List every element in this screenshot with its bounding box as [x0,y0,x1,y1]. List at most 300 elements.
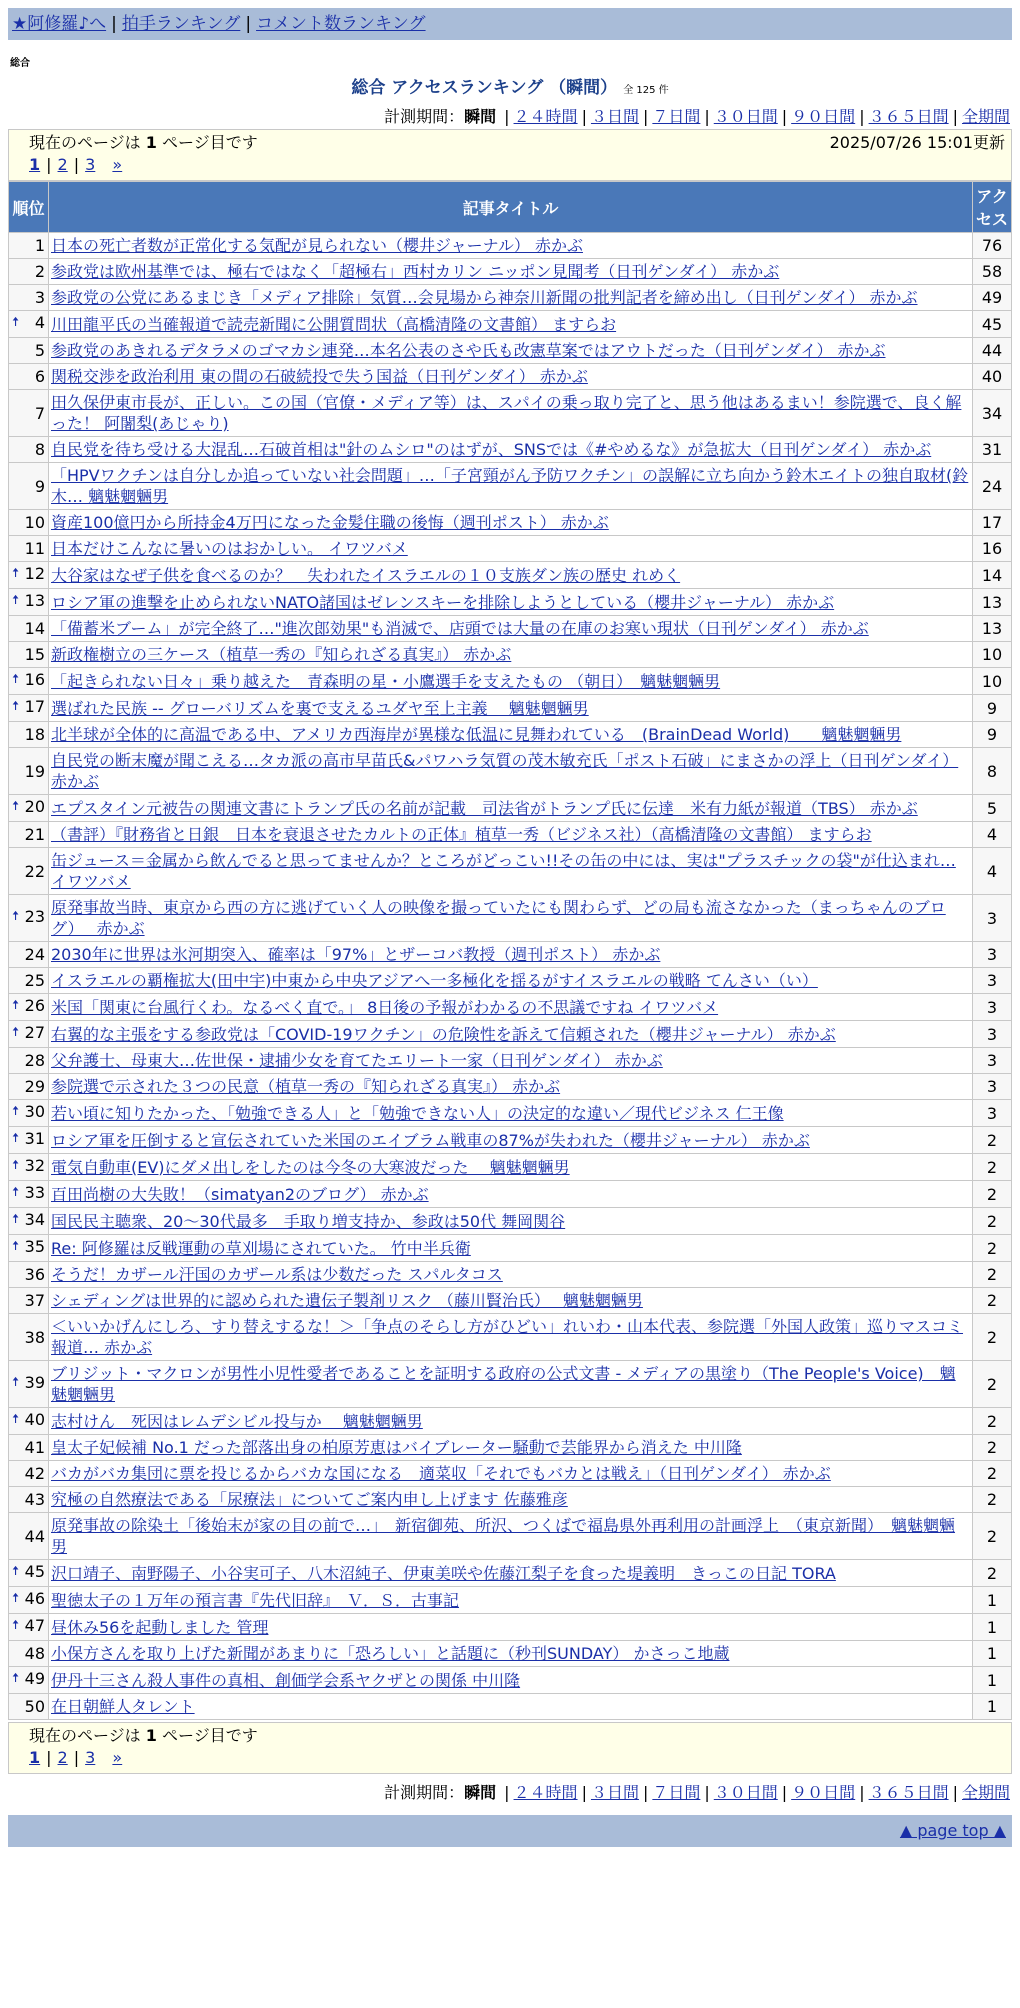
article-title-link[interactable]: 参院選で示された３つの民意（植草一秀の『知られざる真実』） 赤かぶ [51,1077,561,1096]
table-row [9,668,1012,695]
rank-number: 44 [24,1526,45,1546]
title-cell [49,233,973,259]
rank-number: 20 [24,797,45,816]
rank-number: 22 [24,861,45,881]
access-count: 2 [973,1513,1012,1560]
table-row [9,748,1012,795]
access-count: 4 [973,848,1012,895]
rank-cell [9,1048,49,1074]
page-info-top [8,129,1012,181]
access-count: 1 [973,1641,1012,1667]
article-title-link[interactable]: Re: 阿修羅は反戦運動の草刈場にされていた。 竹中半兵衛 [51,1238,471,1258]
title-cell [49,364,973,390]
period-link[interactable]: ２４時間 [513,107,578,126]
article-title-link[interactable]: 日本の死亡者数が正常化する気配が見られない（櫻井ジャーナル） 赤かぶ [51,236,583,255]
article-title-link[interactable]: 北半球が全体的に高温である中、アメリカ西海岸が異様な低温に見舞われている (BrainDead World) 魑魅魍魎男 [51,725,902,744]
article-title-link[interactable]: ロシア軍の進撃を止められないNATO諸国はゼレンスキーを排除しようとしている（櫻井ジャーナル） 赤かぶ [51,592,835,612]
pager-bottom [29,1747,1005,1769]
period-link[interactable]: 全期間 [961,1783,1010,1802]
rank-number: 10 [24,513,45,532]
top-nav-bar [8,8,1012,40]
period-link[interactable]: 全期間 [961,107,1010,126]
article-title-link[interactable]: ＜いいかげんにしろ、すり替えするな！＞「争点のそらし方がひどい」れいわ・山本代表、参院選「外国人政策」巡りマスコミ報道… 赤かぶ [51,1317,964,1357]
table-row [9,589,1012,616]
table-row [9,536,1012,562]
title-cell [49,1435,973,1461]
access-count: 2 [973,1560,1012,1587]
table-row [9,233,1012,259]
col-rank-header: 順位 [9,182,49,233]
rank-cell [9,1587,49,1614]
article-title-link[interactable]: 川田龍平氏の当確報道で読売新聞に公開質問状（高橋清隆の文書館） ますらお [51,314,617,334]
period-link[interactable]: ９０日間 [791,107,856,126]
period-link[interactable]: ２４時間 [513,1783,578,1802]
rank-cell [9,748,49,795]
article-title-link[interactable]: 「起きられない日々」乗り越えた 青森明の星・小鷹選手を支えたもの （朝日） 魑魅魍魎男 [51,671,721,691]
rank-cell [9,1262,49,1288]
col-access-header: アクセス [973,182,1012,233]
rank-cell [9,822,49,848]
rank-cell [9,1513,49,1560]
article-title-link[interactable]: 在日朝鮮人タレント [51,1697,195,1716]
title-cell [49,1181,973,1208]
rank-number: 36 [24,1265,45,1284]
rank-number: 27 [24,1023,45,1042]
rank-number: 35 [24,1237,45,1256]
title-cell [49,1461,973,1487]
access-count: 3 [973,1048,1012,1074]
rank-cell [9,1208,49,1235]
rank-number: 12 [24,564,45,583]
table-row [9,722,1012,748]
article-title-link[interactable]: 電気自動車(EV)にダメ出しをしたのは今冬の大寒波だった 魑魅魍魎男 [51,1157,570,1177]
title-cell [49,895,973,942]
access-count: 24 [973,463,1012,510]
access-count: 14 [973,562,1012,589]
rank-number: 39 [24,1373,45,1392]
rank-cell [9,311,49,338]
access-count: 3 [973,895,1012,942]
comment-ranking-link[interactable]: コメント数ランキング [256,14,426,34]
rank-cell [9,536,49,562]
table-row [9,285,1012,311]
pager-page-link[interactable]: 2 [57,155,68,174]
rank-number: 24 [24,945,45,964]
period-separator: | [704,1783,710,1802]
title-cell [49,1100,973,1127]
period-link[interactable]: ３日間 [590,107,639,126]
access-count: 3 [973,1074,1012,1100]
rank-cell [9,1021,49,1048]
rank-cell [9,994,49,1021]
rank-cell [9,1487,49,1513]
access-count: 2 [973,1435,1012,1461]
rank-cell [9,942,49,968]
table-row [9,968,1012,994]
article-title-link[interactable]: 皇太子妃候補 No.1 だった部落出身の柏原芳恵はバイブレーター騒動で芸能界から消えた 中川隆 [51,1438,742,1457]
title-cell [49,616,973,642]
article-title-link[interactable]: 聖徳太子の１万年の預言書『先代旧辞』 Ｖ．Ｓ．古事記 [51,1590,460,1610]
rank-number: 1 [34,236,45,255]
title-cell [49,642,973,668]
rank-cell [9,338,49,364]
rank-number: 21 [24,825,45,844]
article-title-link[interactable]: 小保方さんを取り上げた新聞があまりに「恐ろしい」と話題に（秒刊SUNDAY） かさっこ地蔵 [51,1644,730,1663]
period-separator: | [504,1783,510,1802]
period-separator: | [859,107,865,126]
access-count: 4 [973,822,1012,848]
article-title-link[interactable]: 缶ジュース＝金属から飲んでると思ってませんか？ところがどっこい!!その缶の中には、実は"プラスチックの袋"が仕込まれ… イワツバメ [51,851,956,891]
table-row [9,1127,1012,1154]
title-cell [49,338,973,364]
rank-number: 49 [24,1669,45,1688]
section-label: 総合 [10,58,30,69]
table-row [9,822,1012,848]
access-count: 2 [973,1487,1012,1513]
page-title: 総合 アクセスランキング （瞬間） [351,78,618,98]
rank-number: 37 [24,1291,45,1310]
pager-current-page[interactable]: 1 [29,1748,41,1767]
table-row [9,510,1012,536]
rank-cell [9,1361,49,1408]
access-count: 3 [973,994,1012,1021]
title-cell [49,1021,973,1048]
access-count: 1 [973,1694,1012,1720]
table-row [9,1262,1012,1288]
table-row [9,642,1012,668]
rank-up-arrow-icon: 🠅 [12,699,20,714]
period-link[interactable]: ３６５日間 [868,1783,949,1802]
article-title-link[interactable]: 参政党のあきれるデタラメのゴマカシ連発…本名公表のさや氏も改憲草案ではアウトだった（日刊ゲンダイ） 赤かぶ [51,341,886,360]
access-count: 10 [973,668,1012,695]
title-cell [49,1641,973,1667]
rank-up-arrow-icon: 🠅 [12,1375,20,1390]
article-title-link[interactable]: 若い頃に知りたかった、「勉強できる人」と「勉強できない人」の決定的な違い／現代ビジネス 仁王像 [51,1103,784,1123]
article-title-link[interactable]: 参政党の公党にあるまじき「メディア排除」気質…会見場から神奈川新聞の批判記者を締め出し（日刊ゲンダイ） 赤かぶ [51,288,918,307]
access-count: 2 [973,1235,1012,1262]
access-count: 3 [973,1021,1012,1048]
access-count: 9 [973,722,1012,748]
rank-number: 14 [24,619,45,638]
table-row [9,1100,1012,1127]
period-link[interactable]: ３６５日間 [868,107,949,126]
rank-up-arrow-icon: 🠅 [12,1212,20,1227]
rank-cell [9,1408,49,1435]
article-title-link[interactable]: 資産100億円から所持金4万円になった金髪住職の後悔（週刊ポスト） 赤かぶ [51,513,609,532]
period-selector-top [8,104,1012,127]
rank-up-arrow-icon: 🠅 [12,315,20,330]
access-count: 13 [973,616,1012,642]
period-link[interactable]: ３日間 [590,1783,639,1802]
rank-up-arrow-icon: 🠅 [12,1591,20,1606]
rank-number: 18 [24,725,45,744]
rank-up-arrow-icon: 🠅 [12,566,20,581]
rank-number: 47 [24,1616,45,1635]
article-title-link[interactable]: 日本だけこんなに暑いのはおかしい。 イワツバメ [51,539,408,558]
article-title-link[interactable]: 田久保伊東市長が、正しい。この国（官僚・メディア等）は、スパイの乗っ取り完了と、思う他はあるまい！参院選で、良く解った！ 阿闍梨(あじゃり) [51,393,962,433]
title-cell [49,695,973,722]
rank-number: 43 [24,1490,45,1509]
period-link[interactable]: ３０日間 [713,1783,778,1802]
rank-up-arrow-icon: 🠅 [12,1564,20,1579]
rank-number: 6 [34,367,45,386]
rank-cell [9,233,49,259]
table-row [9,1288,1012,1314]
title-cell [49,1154,973,1181]
article-title-link[interactable]: 伊丹十三さん殺人事件の真相、創価学会系ヤクザとの関係 中川隆 [51,1670,521,1690]
article-title-link[interactable]: ブリジット・マクロンが男性小児性愛者であることを証明する政府の公式文書 - メディアの黒塗り（The People's Voice) 魑魅魍魎男 [51,1364,956,1404]
article-title-link[interactable]: そうだ！カザール汗国のカザール系は少数だった スパルタコス [51,1265,503,1284]
article-title-link[interactable]: イスラエルの覇権拡大(田中宇)中東から中央アジアへ一多極化を揺るがすイスラエルの戦略 てんさい（い） [51,971,818,990]
title-cell [49,994,973,1021]
title-cell [49,1288,973,1314]
article-title-link[interactable]: 自民党を待ち受ける大混乱…石破首相は"針のムシロ"のはずが、SNSでは《#やめるな》が急拡大（日刊ゲンダイ） 赤かぶ [51,440,932,459]
title-cell [49,1048,973,1074]
access-count: 1 [973,1587,1012,1614]
article-title-link[interactable]: 志村けん 死因はレムデシビル投与か 魑魅魍魎男 [51,1411,423,1431]
rank-cell [9,1127,49,1154]
article-title-link[interactable]: 原発事故の除染土「後始末が家の目の前で…」 新宿御苑、所沢、つくばで福島県外再利用の計画浮上 （東京新聞） 魑魅魍魎男 [51,1516,956,1556]
table-row [9,1048,1012,1074]
access-count: 49 [973,285,1012,311]
title-cell [49,1513,973,1560]
title-cell [49,722,973,748]
table-row [9,1208,1012,1235]
home-link[interactable]: ★阿修羅♪へ [12,14,107,34]
title-cell [49,1074,973,1100]
title-cell [49,1408,973,1435]
pager-separator: | [46,1748,52,1767]
rank-cell [9,1614,49,1641]
rank-number: 7 [34,403,45,423]
period-separator: | [642,107,649,126]
pager-spacer [101,1748,106,1767]
period-label: 計測期間： [384,1783,465,1802]
pager-page-link[interactable]: 3 [85,155,96,174]
period-links [500,107,1010,126]
access-count: 8 [973,748,1012,795]
rank-cell [9,642,49,668]
title-cell [49,259,973,285]
rank-cell [9,848,49,895]
access-count: 1 [973,1667,1012,1694]
rank-number: 15 [24,645,45,664]
period-link[interactable]: ９０日間 [791,1783,856,1802]
rank-cell [9,1461,49,1487]
article-title-link[interactable]: ロシア軍を圧倒すると宣伝されていた米国のエイブラム戦車の87%が失われた（櫻井ジャーナル） 赤かぶ [51,1130,810,1150]
rank-cell [9,616,49,642]
table-row [9,1614,1012,1641]
title-cell [49,589,973,616]
rank-cell [9,1560,49,1587]
rank-cell [9,259,49,285]
rank-number: 38 [24,1327,45,1347]
rank-number: 2 [34,262,45,281]
article-title-link[interactable]: 2030年に世界は氷河期突入、確率は「97%」とザーコバ教授（週刊ポスト） 赤かぶ [51,945,661,964]
article-title-link[interactable]: 自民党の断末魔が聞こえる…タカ派の高市早苗氏&パワハラ気質の茂木敏充氏「ポスト石破」にまさかの浮上（日刊ゲンダイ） 赤かぶ [51,751,959,791]
article-title-link[interactable]: 「備蓄米ブーム」が完全終了…"進次郎効果"も消滅で、店頭では大量の在庫のお寒い現状（日刊ゲンダイ） 赤かぶ [51,619,869,638]
title-cell [49,848,973,895]
title-cell [49,968,973,994]
article-title-link[interactable]: 関税交渉を政治利用 東の間の石破続投で失う国益（日刊ゲンダイ） 赤かぶ [51,367,588,386]
clap-ranking-link[interactable]: 拍手ランキング [121,14,241,34]
pager [29,154,1005,176]
rank-cell [9,364,49,390]
pager-current-page[interactable]: 1 [29,155,41,174]
title-cell [49,562,973,589]
rank-number: 13 [24,591,45,610]
article-title-link[interactable]: 究極の自然療法である「尿療法」についてご案内申し上げます 佐藤雅彦 [51,1490,568,1509]
rank-cell [9,695,49,722]
ranking-table-body [9,233,1012,1720]
period-separator: | [704,107,710,126]
title-cell [49,795,973,822]
access-count: 3 [973,1100,1012,1127]
title-cell [49,1667,973,1694]
rank-cell [9,1181,49,1208]
rank-up-arrow-icon: 🠅 [12,998,20,1013]
rank-number: 5 [34,341,45,360]
article-title-link[interactable]: バカがバカ集団に票を投じるからバカな国になる 適菜収「それでもバカとは戦え」（日刊ゲンダイ） 赤かぶ [51,1464,831,1483]
rank-cell [9,1074,49,1100]
access-count: 2 [973,1208,1012,1235]
table-row [9,463,1012,510]
table-row [9,1667,1012,1694]
table-row [9,942,1012,968]
page-top-link[interactable]: ▲ page top ▲ [899,1821,1006,1840]
table-row [9,1408,1012,1435]
article-title-link[interactable]: 沢口靖子、南野陽子、小谷実可子、八木沼純子、伊東美咲や佐藤江梨子を食った堤義明 きっこの日記 TORA [51,1563,836,1583]
access-count: 2 [973,1461,1012,1487]
rank-cell [9,722,49,748]
rank-up-arrow-icon: 🠅 [12,1131,20,1146]
title-cell [49,390,973,437]
period-link[interactable]: ７日間 [652,1783,701,1802]
rank-cell [9,437,49,463]
access-count: 34 [973,390,1012,437]
article-title-link[interactable]: 大谷家はなぜ子供を食べるのか？ 失われたイスラエルの１０支族ダン族の歴史 れめく [51,565,681,585]
rank-number: 23 [24,907,45,926]
table-row [9,1487,1012,1513]
rank-up-arrow-icon: 🠅 [12,593,20,608]
access-count: 2 [973,1262,1012,1288]
access-count: 2 [973,1154,1012,1181]
table-row [9,437,1012,463]
access-count: 44 [973,338,1012,364]
pager-separator: | [73,155,80,174]
title-cell [49,1614,973,1641]
article-title-link[interactable]: 原発事故当時、東京から西の方に逃げていく人の映像を撮っていたにも関わらず、どの局も流さなかった（まっちゃんのブログ） 赤かぶ [51,898,946,938]
access-count: 10 [973,642,1012,668]
table-row [9,695,1012,722]
pager-spacer [101,155,106,174]
title-cell [49,311,973,338]
access-count: 40 [973,364,1012,390]
table-row [9,1074,1012,1100]
period-link[interactable]: ７日間 [652,107,701,126]
table-row [9,1235,1012,1262]
period-links [500,1783,1010,1802]
nav-separator: | [111,14,117,34]
rank-up-arrow-icon: 🠅 [12,1158,20,1173]
updated-timestamp: 2025/07/26 15:01更新 [829,133,1005,152]
rank-number: 42 [24,1464,45,1483]
pager-page-link[interactable]: 3 [85,1748,96,1767]
title-cell [49,437,973,463]
article-title-link[interactable]: 参政党は欧州基準では、極右ではなく「超極右」西村カリン ニッポン見聞考（日刊ゲンダイ） 赤かぶ [51,262,780,281]
rank-cell [9,589,49,616]
period-separator: | [642,1783,649,1802]
rank-cell [9,968,49,994]
access-count: 2 [973,1127,1012,1154]
rank-number: 41 [24,1438,45,1457]
title-cell [49,1208,973,1235]
article-title-link[interactable]: 百田尚樹の大失敗！（simatyan2のブログ） 赤かぶ [51,1184,429,1204]
rank-number: 16 [24,670,45,689]
total-count: 全 125 件 [623,85,669,96]
table-row [9,795,1012,822]
title-cell [49,1235,973,1262]
access-count: 2 [973,1361,1012,1408]
pager-next-link[interactable]: » [112,1748,123,1767]
rank-number: 11 [24,539,45,558]
article-title-link[interactable]: 新政権樹立の三ケース（植草一秀の『知られざる真実』） 赤かぶ [51,645,512,664]
rank-cell [9,1314,49,1361]
period-link[interactable]: ３０日間 [713,107,778,126]
rank-cell [9,1667,49,1694]
rank-number: 4 [34,313,45,332]
rank-cell [9,390,49,437]
rank-number: 31 [24,1129,45,1148]
article-title-link[interactable]: 昼休み56を起動しました 管理 [51,1617,269,1637]
rank-cell [9,1641,49,1667]
period-separator: | [781,107,788,126]
rank-up-arrow-icon: 🠅 [12,1412,20,1427]
rank-up-arrow-icon: 🠅 [12,909,20,924]
article-title-link[interactable]: （書評）『財務省と日銀 日本を衰退させたカルトの正体』植草一秀（ビジネス社）（高橋清隆の文書館） ますらお [51,825,872,844]
table-row [9,562,1012,589]
rank-up-arrow-icon: 🠅 [12,799,20,814]
title-cell [49,1127,973,1154]
table-header-row [9,182,1012,233]
nav-separator: | [245,14,252,34]
title-cell [49,536,973,562]
rank-cell [9,510,49,536]
article-title-link[interactable]: 「HPVワクチンは自分しか追っていない社会問題」…「子宮頸がん予防ワクチン」の誤解に立ち向かう鈴木エイトの独自取材(鈴木… 魑魅魍魎男 [51,466,969,506]
article-title-link[interactable]: 右翼的な主張をする参政党は「COVID-19ワクチン」の危険性を訴えて信頼された（櫻井ジャーナル） 赤かぶ [51,1024,836,1044]
rank-number: 8 [34,440,45,459]
title-cell [49,285,973,311]
access-count: 31 [973,437,1012,463]
title-cell [49,463,973,510]
access-count: 3 [973,942,1012,968]
pager-next-link[interactable]: » [112,155,123,174]
pager-page-link[interactable]: 2 [57,1748,68,1767]
rank-number: 45 [24,1562,45,1581]
period-separator: | [781,1783,788,1802]
access-count: 2 [973,1314,1012,1361]
article-title-link[interactable]: シェディングは世界的に認められた遺伝子製剤リスク （藤川賢治氏） 魑魅魍魎男 [51,1291,643,1310]
article-title-link[interactable]: 米国「関東に台風行くわ。なるべく直で。」 8日後の予報がわかるの不思議ですね イワツバメ [51,997,719,1017]
access-count: 13 [973,589,1012,616]
table-row [9,364,1012,390]
article-title-link[interactable]: 父弁護士、母東大…佐世保・逮捕少女を育てたエリート一家（日刊ゲンダイ） 赤かぶ [51,1051,663,1070]
table-row [9,1021,1012,1048]
article-title-link[interactable]: 選ばれた民族 -- グローバリズムを裏で支えるユダヤ至上主義 魑魅魍魎男 [51,698,589,718]
article-title-link[interactable]: エプスタイン元被告の関連文書にトランプ氏の名前が記載 司法省がトランプ氏に伝達 米有力紙が報道（TBS） 赤かぶ [51,798,918,818]
article-title-link[interactable]: 国民民主聴衆、20～30代最多 手取り増支持か、参政は50代 舞岡関谷 [51,1211,566,1231]
table-row [9,1587,1012,1614]
